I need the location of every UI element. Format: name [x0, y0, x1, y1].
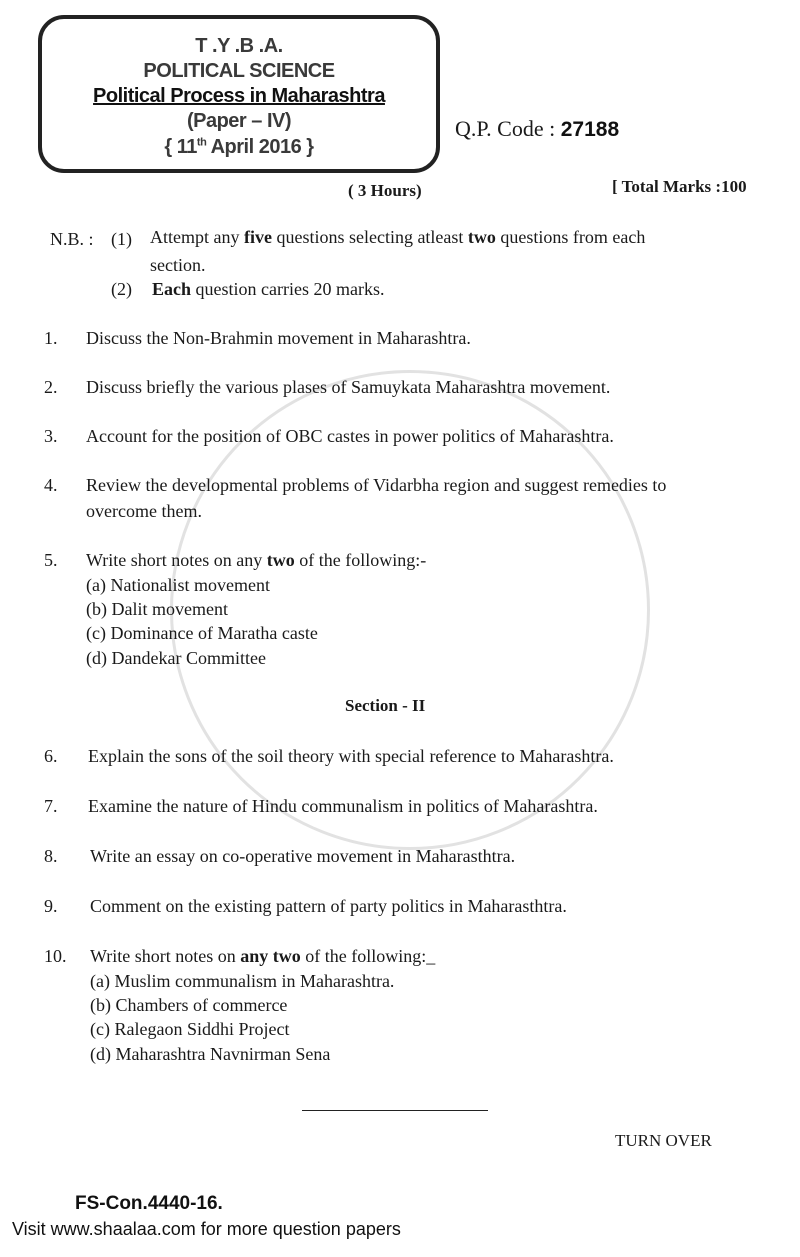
option: (c) Dominance of Maratha caste: [86, 623, 318, 643]
subject-label: POLITICAL SCIENCE: [143, 60, 335, 82]
question-text: Write short notes on any two of the following:-: [86, 550, 427, 570]
question-number: 6.: [44, 746, 58, 766]
option: (b) Dalit movement: [86, 599, 228, 619]
question-text: Account for the position of OBC castes in power politics of Maharashtra.: [86, 426, 614, 446]
question-text: Review the developmental problems of Vidarbha region and suggest remedies to: [86, 475, 667, 495]
question-number: 8.: [44, 846, 58, 866]
question-text-cont: overcome them.: [86, 501, 202, 521]
nb-label: N.B. :: [50, 229, 94, 249]
turn-over: TURN OVER: [615, 1131, 712, 1150]
qp-code-value: 27188: [560, 118, 620, 141]
option: (d) Maharashtra Navnirman Sena: [90, 1044, 331, 1064]
exam-date: [38, 136, 440, 158]
nb-item-1-cont: section.: [150, 255, 206, 275]
question-number: 9.: [44, 896, 58, 916]
date-suffix: April 2016 }: [206, 136, 314, 158]
nb-item-2: Each question carries 20 marks.: [152, 279, 385, 299]
duration: ( 3 Hours): [348, 181, 422, 200]
question-text: Comment on the existing pattern of party politics in Maharasthtra.: [90, 896, 567, 916]
date-prefix: { 11: [164, 136, 197, 158]
question-text: Write short notes on any two of the following:_: [90, 946, 436, 966]
footer-visit: Visit www.shaalaa.com for more question papers: [12, 1219, 401, 1239]
section-2-heading: Section - II: [345, 696, 426, 715]
total-marks: [ Total Marks :100: [612, 177, 747, 196]
end-rule: [302, 1110, 488, 1111]
nb-item-1: Attempt any five questions selecting atleast two questions from each: [150, 227, 646, 247]
option: (a) Muslim communalism in Maharashtra.: [90, 971, 395, 991]
question-number: 7.: [44, 796, 58, 816]
question-number: 10.: [44, 946, 67, 966]
nb-num-1: (1): [111, 229, 132, 249]
class-label: T .Y .B .A.: [195, 35, 283, 57]
question-text: Discuss briefly the various plases of Samuykata Maharashtra movement.: [86, 377, 611, 397]
question-number: 5.: [44, 550, 58, 570]
option: (d) Dandekar Committee: [86, 648, 266, 668]
paper-title: Political Process in Maharashtra: [93, 85, 385, 107]
nb-num-2: (2): [111, 279, 132, 299]
option: (c) Ralegaon Siddhi Project: [90, 1019, 290, 1039]
question-text: Discuss the Non-Brahmin movement in Maharashtra.: [86, 328, 471, 348]
question-number: 4.: [44, 475, 58, 495]
question-number: 3.: [44, 426, 58, 446]
question-text: Explain the sons of the soil theory with special reference to Maharashtra.: [88, 746, 614, 766]
footer-code: FS-Con.4440-16.: [75, 1193, 223, 1214]
question-number: 1.: [44, 328, 58, 348]
paper-number: (Paper – IV): [186, 110, 292, 132]
question-number: 2.: [44, 377, 58, 397]
qp-label: Q.P. Code :: [455, 116, 556, 141]
date-sup: th: [196, 136, 207, 149]
question-text: Write an essay on co-operative movement in Maharasthtra.: [90, 846, 516, 866]
option: (a) Nationalist movement: [86, 575, 270, 595]
qp-code: [455, 116, 619, 142]
question-text: Examine the nature of Hindu communalism in politics of Maharashtra.: [88, 796, 598, 816]
option: (b) Chambers of commerce: [90, 995, 288, 1015]
